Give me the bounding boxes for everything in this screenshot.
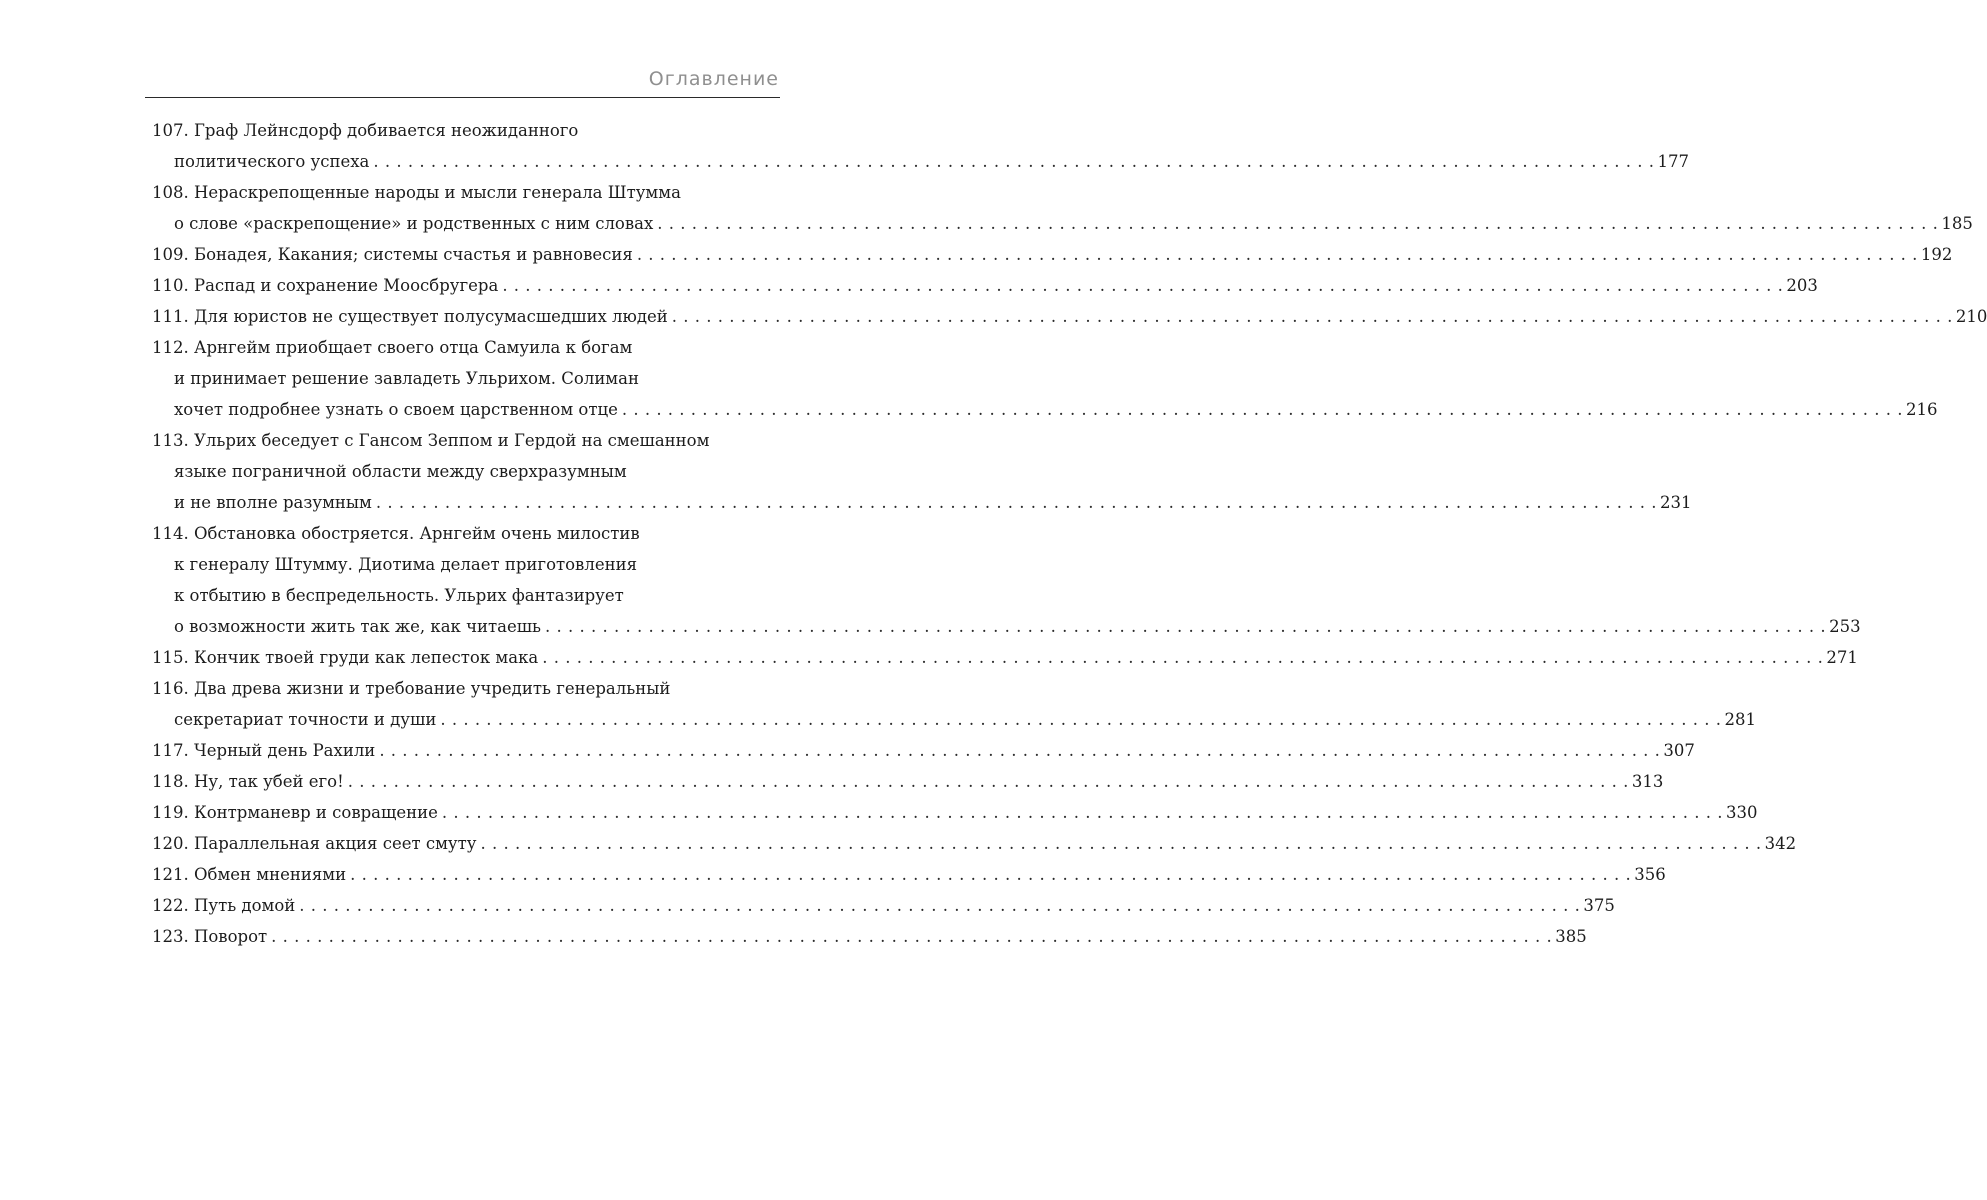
- toc-entry-title-line: 116. Два древа жизни и требование учредить генеральный: [152, 679, 671, 698]
- toc-entry[interactable]: [145, 859, 1666, 890]
- dot-leader: . . . . . . . . . . . . . . . . . . . . . . . . . . . . . . . . . . . . . . . . . . . . . . . . . . . . . . . . . . . . . . . . . . . . . . . . . . . . . . . . . . . . . . . . . . . . . . . . . . . . . . . . . . . . . . . .: [636, 245, 1918, 264]
- toc-entry[interactable]: [145, 673, 1756, 735]
- page-number: 210: [1955, 307, 1987, 326]
- toc-entry-title-line: 123. Поворот: [152, 927, 268, 946]
- toc-entry-final-line: [145, 828, 1797, 859]
- toc-entry[interactable]: [145, 797, 1758, 828]
- dot-leader: . . . . . . . . . . . . . . . . . . . . . . . . . . . . . . . . . . . . . . . . . . . . . . . . . . . . . . . . . . . . . . . . . . . . . . . . . . . . . . . . . . . . . . . . . . . . . . . . . . . . . . . . . . . . . . . .: [350, 865, 1632, 884]
- toc-entry-final-line: [145, 766, 1664, 797]
- toc-entry-title-line: к отбытию в беспредельность. Ульрих фантазирует: [174, 586, 624, 605]
- dot-leader: . . . . . . . . . . . . . . . . . . . . . . . . . . . . . . . . . . . . . . . . . . . . . . . . . . . . . . . . . . . . . . . . . . . . . . . . . . . . . . . . . . . . . . . . . . . . . . . . . . . . . . . . . . . . . . . .: [347, 772, 1629, 791]
- toc-entry[interactable]: [145, 332, 1938, 425]
- toc-entry-title-line: 120. Параллельная акция сеет смуту: [152, 834, 477, 853]
- toc-entry-title-line: 113. Ульрих беседует с Гансом Зеппом и Гердой на смешанном: [152, 431, 710, 450]
- toc-entry-title-line: 117. Черный день Рахили: [152, 741, 376, 760]
- dot-leader: . . . . . . . . . . . . . . . . . . . . . . . . . . . . . . . . . . . . . . . . . . . . . . . . . . . . . . . . . . . . . . . . . . . . . . . . . . . . . . . . . . . . . . . . . . . . . . . . . . . . . . . . . . . . . . . .: [440, 710, 1722, 729]
- toc-entry[interactable]: [145, 642, 1858, 673]
- toc-entry-final-line: [145, 301, 1987, 332]
- toc-entry-title-line: о возможности жить так же, как читаешь: [174, 617, 542, 636]
- page-number: 192: [1920, 245, 1953, 264]
- toc-entry-title-line: секретариат точности и души: [174, 710, 437, 729]
- toc-entry[interactable]: [145, 828, 1797, 859]
- dot-leader: . . . . . . . . . . . . . . . . . . . . . . . . . . . . . . . . . . . . . . . . . . . . . . . . . . . . . . . . . . . . . . . . . . . . . . . . . . . . . . . . . . . . . . . . . . . . . . . . . . . . . . . . . . . . . . . .: [671, 307, 1953, 326]
- toc-entry[interactable]: [145, 115, 1689, 177]
- toc-entry-final-line: [145, 921, 1587, 952]
- dot-leader: . . . . . . . . . . . . . . . . . . . . . . . . . . . . . . . . . . . . . . . . . . . . . . . . . . . . . . . . . . . . . . . . . . . . . . . . . . . . . . . . . . . . . . . . . . . . . . . . . . . . . . . . . . . . . . . .: [373, 152, 1655, 171]
- toc-entry-final-line: [145, 208, 1973, 239]
- table-of-contents: [145, 115, 1987, 952]
- toc-entry-final-line: [145, 394, 1938, 425]
- toc-entry-final-line: [145, 859, 1666, 890]
- toc-entry-title-line: 121. Обмен мнениями: [152, 865, 347, 884]
- toc-entry[interactable]: [145, 735, 1695, 766]
- toc-entry[interactable]: [145, 301, 1987, 332]
- page-number: 307: [1663, 741, 1695, 760]
- page-number: 177: [1657, 152, 1689, 171]
- header-rule: [145, 97, 780, 98]
- toc-entry-title-line: и принимает решение завладеть Ульрихом. Солиман: [174, 369, 639, 388]
- page-number: 216: [1905, 400, 1938, 419]
- dot-leader: . . . . . . . . . . . . . . . . . . . . . . . . . . . . . . . . . . . . . . . . . . . . . . . . . . . . . . . . . . . . . . . . . . . . . . . . . . . . . . . . . . . . . . . . . . . . . . . . . . . . . . . . . . . . . . . .: [542, 648, 1824, 667]
- running-title: Оглавление: [648, 68, 779, 90]
- page-number: 281: [1724, 710, 1756, 729]
- toc-entry[interactable]: [145, 239, 1953, 270]
- page-number: 385: [1555, 927, 1587, 946]
- dot-leader: . . . . . . . . . . . . . . . . . . . . . . . . . . . . . . . . . . . . . . . . . . . . . . . . . . . . . . . . . . . . . . . . . . . . . . . . . . . . . . . . . . . . . . . . . . . . . . . . . . . . . . . . . . . . . . . .: [375, 493, 1657, 512]
- toc-entry-title-line: и не вполне разумным: [174, 493, 372, 512]
- dot-leader: . . . . . . . . . . . . . . . . . . . . . . . . . . . . . . . . . . . . . . . . . . . . . . . . . . . . . . . . . . . . . . . . . . . . . . . . . . . . . . . . . . . . . . . . . . . . . . . . . . . . . . . . . . . . . . . .: [657, 214, 1939, 233]
- toc-entry-title-line: языке пограничной области между сверхразумным: [174, 462, 627, 481]
- dot-leader: . . . . . . . . . . . . . . . . . . . . . . . . . . . . . . . . . . . . . . . . . . . . . . . . . . . . . . . . . . . . . . . . . . . . . . . . . . . . . . . . . . . . . . . . . . . . . . . . . . . . . . . . . . . . . . . .: [621, 400, 1903, 419]
- page-number: 253: [1829, 617, 1861, 636]
- toc-entry-title-line: 110. Распад и сохранение Моосбругера: [152, 276, 499, 295]
- dot-leader: . . . . . . . . . . . . . . . . . . . . . . . . . . . . . . . . . . . . . . . . . . . . . . . . . . . . . . . . . . . . . . . . . . . . . . . . . . . . . . . . . . . . . . . . . . . . . . . . . . . . . . . . . . . . . . . .: [480, 834, 1762, 853]
- toc-entry-title-line: 118. Ну, так убей его!: [152, 772, 344, 791]
- toc-entry-title-line: 107. Граф Лейнсдорф добивается неожиданного: [152, 121, 579, 140]
- page-number: 313: [1631, 772, 1664, 791]
- toc-entry[interactable]: [145, 766, 1664, 797]
- toc-entry-title-line: 109. Бонадея, Какания; системы счастья и равновесия: [152, 245, 633, 264]
- toc-entry-title-line: 114. Обстановка обостряется. Арнгейм очень милостив: [152, 524, 640, 543]
- dot-leader: . . . . . . . . . . . . . . . . . . . . . . . . . . . . . . . . . . . . . . . . . . . . . . . . . . . . . . . . . . . . . . . . . . . . . . . . . . . . . . . . . . . . . . . . . . . . . . . . . . . . . . . . . . . . . . . .: [299, 896, 1581, 915]
- page-number: 185: [1941, 214, 1973, 233]
- toc-entry-title-line: хочет подробнее узнать о своем царственном отце: [174, 400, 618, 419]
- toc-entry-title-line: 112. Арнгейм приобщает своего отца Самуила к богам: [152, 338, 633, 357]
- dot-leader: . . . . . . . . . . . . . . . . . . . . . . . . . . . . . . . . . . . . . . . . . . . . . . . . . . . . . . . . . . . . . . . . . . . . . . . . . . . . . . . . . . . . . . . . . . . . . . . . . . . . . . . . . . . . . . . .: [502, 276, 1784, 295]
- toc-entry-final-line: [145, 611, 1861, 642]
- toc-entry-final-line: [145, 890, 1615, 921]
- toc-entry-final-line: [145, 146, 1689, 177]
- toc-entry-title-line: к генералу Штумму. Диотима делает приготовления: [174, 555, 637, 574]
- page-number: 330: [1725, 803, 1758, 822]
- toc-entry-title-line: 108. Нераскрепощенные народы и мысли генерала Штумма: [152, 183, 681, 202]
- toc-entry-final-line: [145, 487, 1692, 518]
- page-number: 271: [1826, 648, 1858, 667]
- toc-entry-final-line: [145, 704, 1756, 735]
- dot-leader: . . . . . . . . . . . . . . . . . . . . . . . . . . . . . . . . . . . . . . . . . . . . . . . . . . . . . . . . . . . . . . . . . . . . . . . . . . . . . . . . . . . . . . . . . . . . . . . . . . . . . . . . . . . . . . . .: [441, 803, 1723, 822]
- toc-entry-final-line: [145, 239, 1953, 270]
- toc-entry-title-line: 111. Для юристов не существует полусумасшедших людей: [152, 307, 668, 326]
- dot-leader: . . . . . . . . . . . . . . . . . . . . . . . . . . . . . . . . . . . . . . . . . . . . . . . . . . . . . . . . . . . . . . . . . . . . . . . . . . . . . . . . . . . . . . . . . . . . . . . . . . . . . . . . . . . . . . . .: [545, 617, 1827, 636]
- page-number: 231: [1659, 493, 1692, 512]
- toc-entry[interactable]: [145, 890, 1615, 921]
- toc-entry[interactable]: [145, 177, 1973, 239]
- page-number: 375: [1583, 896, 1615, 915]
- toc-entry-final-line: [145, 642, 1858, 673]
- toc-entry-title-line: о слове «раскрепощение» и родственных с ним словах: [174, 214, 654, 233]
- toc-entry[interactable]: [145, 425, 1692, 518]
- toc-entry[interactable]: [145, 921, 1587, 952]
- page-number: 342: [1764, 834, 1797, 853]
- toc-entry[interactable]: [145, 270, 1818, 301]
- toc-entry-title-line: 115. Кончик твоей груди как лепесток мака: [152, 648, 539, 667]
- dot-leader: . . . . . . . . . . . . . . . . . . . . . . . . . . . . . . . . . . . . . . . . . . . . . . . . . . . . . . . . . . . . . . . . . . . . . . . . . . . . . . . . . . . . . . . . . . . . . . . . . . . . . . . . . . . . . . . .: [379, 741, 1661, 760]
- toc-entry-final-line: [145, 735, 1695, 766]
- dot-leader: . . . . . . . . . . . . . . . . . . . . . . . . . . . . . . . . . . . . . . . . . . . . . . . . . . . . . . . . . . . . . . . . . . . . . . . . . . . . . . . . . . . . . . . . . . . . . . . . . . . . . . . . . . . . . . . .: [271, 927, 1553, 946]
- page-number: 203: [1786, 276, 1818, 295]
- toc-entry-final-line: [145, 270, 1818, 301]
- page-number: 356: [1634, 865, 1666, 884]
- toc-entry-final-line: [145, 797, 1758, 828]
- toc-entry[interactable]: [145, 518, 1861, 642]
- toc-entry-title-line: политического успеха: [174, 152, 370, 171]
- toc-entry-title-line: 119. Контрманевр и совращение: [152, 803, 438, 822]
- toc-entry-title-line: 122. Путь домой: [152, 896, 296, 915]
